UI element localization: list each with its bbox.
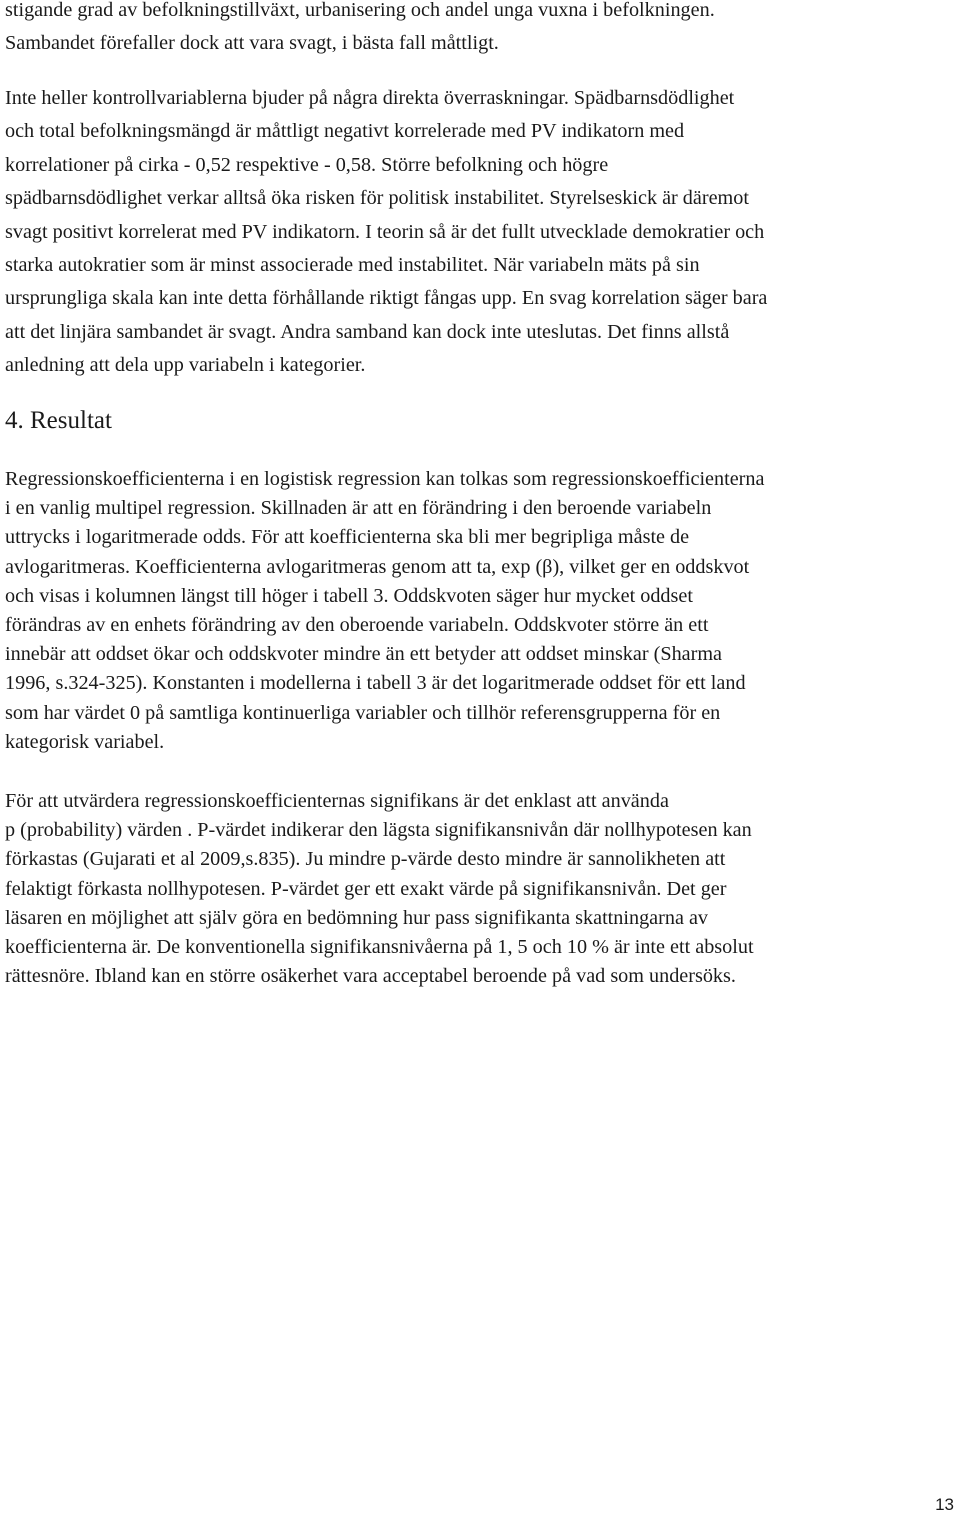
text-line: i en vanlig multipel regression. Skillnaden är att en förändring i den beroende variabeln xyxy=(5,497,712,520)
text-line: starka autokratier som är minst associerade med instabilitet. När variabeln mäts på sin xyxy=(5,254,700,277)
text-line: felaktigt förkasta nollhypotesen. P-värdet ger ett exakt värde på signifikansnivån. Det ger xyxy=(5,877,727,900)
text-line: 1996, s.324-325). Konstanten i modellerna i tabell 3 är det logaritmerade oddset för ett land xyxy=(5,672,746,695)
text-line: som har värdet 0 på samtliga kontinuerliga variabler och tillhör referensgrupperna för en xyxy=(5,701,721,724)
text-line: Inte heller kontrollvariablerna bjuder på några direkta överraskningar. Spädbarnsdödlighet xyxy=(5,87,735,109)
text-line: förändras av en enhets förändring av den oberoende variabeln. Oddskvoter större än ett xyxy=(5,614,709,637)
text-line: och visas i kolumnen längst till höger i tabell 3. Oddskvoten säger hur mycket oddset xyxy=(5,584,693,607)
paragraph-p-values xyxy=(5,787,754,991)
text-line: och total befolkningsmängd är måttligt negativt korrelerade med PV indikatorn med xyxy=(5,120,685,143)
text-line: uttrycks i logaritmerade odds. För att koefficienterna ska bli mer begripliga måste de xyxy=(5,526,690,549)
page-number: 13 xyxy=(935,1495,954,1514)
paragraph-coefficients xyxy=(5,465,764,757)
text-line: rättesnöre. Ibland kan en större osäkerhet vara acceptabel beroende på vad som undersöks. xyxy=(5,965,736,988)
text-line: För att utvärdera regressionskoefficienternas signifikans är det enklast att använda xyxy=(5,790,669,812)
paragraph-control-variables xyxy=(5,82,767,383)
section-heading: 4. Resultat xyxy=(5,407,112,434)
text-line: stigande grad av befolkningstillväxt, urbanisering och andel unga vuxna i befolkningen. xyxy=(5,0,715,21)
text-line: avlogaritmeras. Koefficienterna avlogaritmeras genom att ta, exp (β), vilket ger en oddskvot xyxy=(5,555,750,578)
text-line: svagt positivt korrelerat med PV indikatorn. I teorin så är det fullt utvecklade demokratier och xyxy=(5,220,765,243)
text-line: Sambandet förefaller dock att vara svagt, i bästa fall måttligt. xyxy=(5,32,499,55)
text-line: anledning att dela upp variabeln i kategorier. xyxy=(5,354,366,377)
text-line: spädbarnsdödlighet verkar alltså öka risken för politisk instabilitet. Styrelseskick är däremot xyxy=(5,187,749,210)
paragraph-intro-end xyxy=(5,0,715,61)
text-line: läsaren en möjlighet att själv göra en bedömning hur pass signifikanta skattningarna av xyxy=(5,906,709,929)
text-line: p (probability) värden . P-värdet indikerar den lägsta signifikansnivån där nollhypotesen kan xyxy=(5,819,752,842)
text-line: att det linjära sambandet är svagt. Andra samband kan dock inte uteslutas. Det finns allstå xyxy=(5,320,730,343)
text-line: koefficienterna är. De konventionella signifikansnivåerna på 1, 5 och 10 % är inte ett absolut xyxy=(5,936,754,959)
text-line: kategorisk variabel. xyxy=(5,730,165,753)
text-line: ursprungliga skala kan inte detta förhållande riktigt fångas upp. En svag korrelation säger bara xyxy=(5,287,768,310)
text-line: Regressionskoefficienterna i en logistisk regression kan tolkas som regressionskoefficienterna xyxy=(5,468,765,490)
text-line: förkastas (Gujarati et al 2009,s.835). Ju mindre p-värde desto mindre är sannolikheten att xyxy=(5,848,726,871)
text-line: innebär att oddset ökar och oddskvoter mindre än ett betyder att oddset minskar (Sharma xyxy=(5,643,723,666)
text-line: korrelationer på cirka - 0,52 respektive - 0,58. Större befolkning och högre xyxy=(5,153,609,176)
